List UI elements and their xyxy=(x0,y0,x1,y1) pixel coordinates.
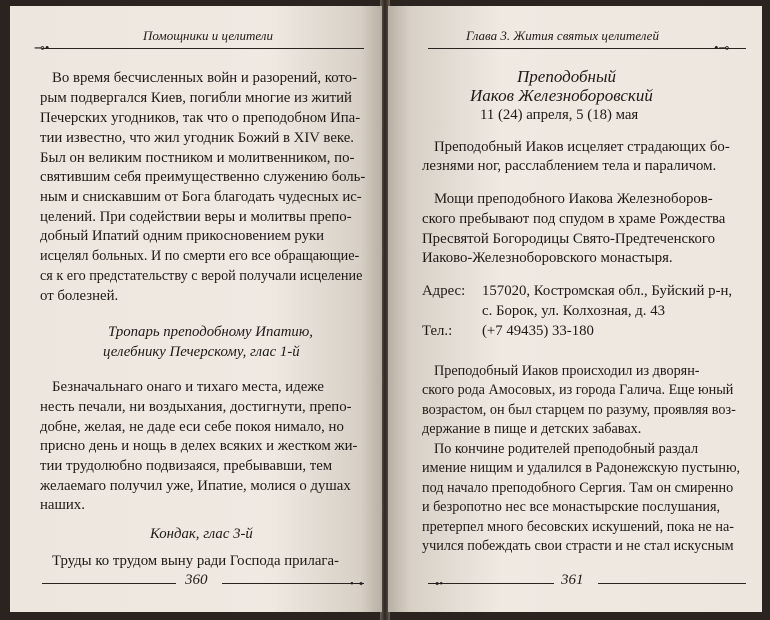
saint-title: Иаков Железноборовский xyxy=(470,86,653,105)
body-line: Во время бесчисленных войн и разорений, кото- xyxy=(52,70,358,86)
ornament-icon: •⊸ xyxy=(350,578,364,590)
life-line: под начало преподобного Сергия. Там он смиренно xyxy=(422,480,734,496)
ornament-icon: •⊸ xyxy=(714,40,730,55)
troparion-heading: целебнику Печерскому, глас 1-й xyxy=(103,344,300,360)
relics-line: Пресвятой Богородицы Свято-Предтеченского xyxy=(422,231,715,247)
relics-line: Иаково-Железноборовского монастыря. xyxy=(422,250,673,266)
troparion-line: присно день и нощь в делех всяких и жестком жи- xyxy=(40,438,358,454)
left-page xyxy=(10,6,382,612)
running-head: Глава 3. Жития святых целителей xyxy=(466,28,659,43)
address-line: с. Борок, ул. Колхозная, д. 43 xyxy=(482,303,665,319)
body-line: рым подвергался Киев, погибли многие из житий xyxy=(40,90,352,106)
troparion-heading: Тропарь преподобному Ипатию, xyxy=(108,324,313,340)
troparion-line: тии трудолюбно подвизаяся, пребывавши, тем xyxy=(40,458,333,474)
life-line: ского рода Амосовых, из города Галича. Еще юный xyxy=(422,382,734,398)
feast-dates: 11 (24) апреля, 5 (18) мая xyxy=(480,107,639,123)
page-number: 361 xyxy=(561,572,584,588)
troparion-line: желаемаго получил уже, Ипатие, молися о душах xyxy=(40,478,351,494)
troparion-line: добне, желая, не даде еси себе покоя нимало, но xyxy=(40,419,344,435)
running-head: Помощники и целители xyxy=(143,28,273,43)
ornament-icon: ⊸• xyxy=(430,578,444,590)
body-line: святившим себя преимущественно служению боль- xyxy=(40,169,366,185)
kontakion-line: Труды ко трудом выну ради Господа прилага- xyxy=(52,553,339,569)
ornament-icon: ⊸• xyxy=(34,40,50,55)
body-line: исцелял больных. И по смерти его все обращающие- xyxy=(40,248,360,264)
body-line: Печерских угодников, так что о преподобном Ипа- xyxy=(40,110,361,126)
address-line: 157020, Костромская обл., Буйский р-н, xyxy=(482,283,733,299)
body-line: Был он великим постником и молитвенником, по- xyxy=(40,150,355,166)
phone-value: (+7 49435) 33-180 xyxy=(482,323,594,339)
header-rule xyxy=(42,48,364,49)
life-line: возрастом, он был старцем по разуму, проявляя воз- xyxy=(422,402,736,418)
body-line: ным и снискавшим от Бога благодать чудесных ис- xyxy=(40,189,362,205)
troparion-line: несть печали, ни воздыхания, достигнути, препо- xyxy=(40,399,352,415)
life-line: Преподобный Иаков происходил из дворян- xyxy=(434,363,700,379)
body-line: добный Ипатий одним прикосновением руки xyxy=(40,228,325,244)
body-line: ся к его предстательству с верой получали исцеление xyxy=(40,268,363,284)
body-line: тии известно, что жил угодник Божий в XIV веке. xyxy=(40,130,354,146)
life-line: и безропотно нес все монастырские послушания, xyxy=(422,499,721,515)
right-page xyxy=(388,6,762,612)
body-line: от болезней. xyxy=(40,288,119,304)
intro-line: Преподобный Иаков исцеляет страдающих бо- xyxy=(434,139,730,155)
page-number: 360 xyxy=(185,572,208,588)
footer-rule xyxy=(598,583,746,584)
footer-rule xyxy=(222,583,364,584)
life-line: претерпел много бесовских искушений, пока не на- xyxy=(422,519,734,535)
life-line: учился побеждать свои страсти и не стал искусным xyxy=(422,538,734,554)
body-line: целений. При содействии веры и молитвы препо- xyxy=(40,209,352,225)
relics-line: ского пребывают под спудом в храме Рождества xyxy=(422,211,726,227)
header-rule xyxy=(428,48,746,49)
life-line: держание в пище и детских забавах. xyxy=(422,421,642,437)
life-line: имение нищим и удалился в Радонежскую пустыню, xyxy=(422,460,741,476)
saint-title: Преподобный xyxy=(517,67,616,86)
footer-rule xyxy=(42,583,176,584)
troparion-line: наших. xyxy=(40,497,85,513)
phone-label: Тел.: xyxy=(422,323,453,339)
footer-rule xyxy=(428,583,554,584)
relics-line: Мощи преподобного Иакова Железноборов- xyxy=(434,191,713,207)
address-label: Адрес: xyxy=(422,283,466,299)
intro-line: лезнями ног, расслаблением тела и параличом. xyxy=(422,158,717,174)
kontakion-heading: Кондак, глас 3-й xyxy=(150,526,253,542)
troparion-line: Безначальнаго онаго и тихаго места, идеже xyxy=(52,379,324,395)
life-line: По кончине родителей преподобный раздал xyxy=(434,441,699,457)
